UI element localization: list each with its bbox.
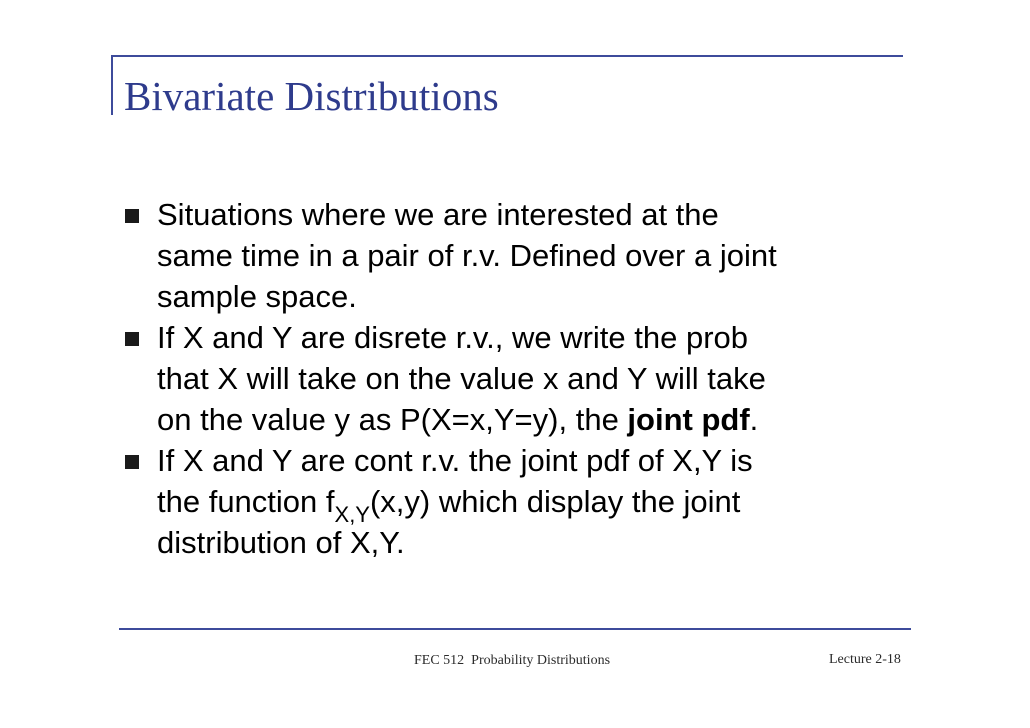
slide-title: Bivariate Distributions: [124, 73, 499, 119]
bullet-item-discrete: [124, 317, 914, 440]
bullet-text-segment: on the value y as P(X=x,Y=y), the: [157, 402, 628, 437]
joint-pdf-term: joint pdf: [627, 402, 750, 437]
bullet-line: If X and Y are disrete r.v., we write the prob: [157, 320, 749, 355]
bullet-item-situations: [124, 194, 914, 317]
bullet-line: [157, 399, 914, 440]
top-left-vertical-rule: [111, 55, 113, 115]
square-bullet-icon: [125, 209, 139, 223]
bullet-item-continuous: [124, 440, 914, 563]
bullet-line: distribution of X,Y.: [157, 525, 405, 560]
bullet-line: If X and Y are cont r.v. the joint pdf of X,Y is: [157, 443, 753, 478]
square-bullet-icon: [125, 332, 139, 346]
square-bullet-icon: [125, 455, 139, 469]
bullet-line: sample space.: [157, 279, 357, 314]
function-subscript: X,Y: [334, 502, 370, 527]
footer-lecture-number: Lecture 2-18: [829, 652, 901, 667]
bullet-text-segment: the function f: [157, 484, 335, 519]
footer-course-title: FEC 512 Probability Distributions: [414, 653, 611, 668]
bullet-text-segment: .: [749, 402, 759, 437]
top-horizontal-rule: [111, 55, 903, 57]
bullet-line: Situations where we are interested at the: [157, 197, 719, 232]
bullet-line: that X will take on the value x and Y will take: [157, 361, 766, 396]
bullet-text-segment: (x,y) which display the joint: [369, 484, 741, 519]
bullet-list: [124, 194, 914, 563]
bullet-line: same time in a pair of r.v. Defined over a joint: [157, 238, 777, 273]
bullet-line: [157, 481, 914, 527]
bottom-horizontal-rule: [119, 628, 911, 630]
